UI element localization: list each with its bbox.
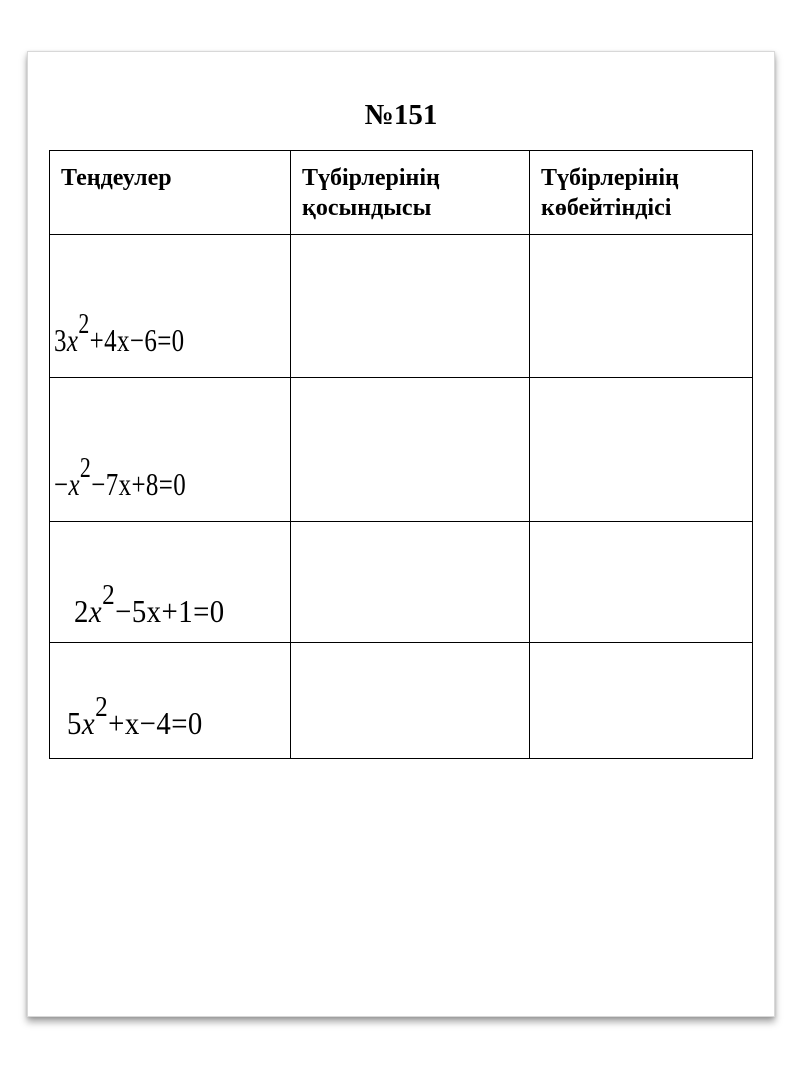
exercise-number: №151	[364, 99, 438, 131]
equation-rest: −5x+1=0	[115, 593, 225, 629]
table-row	[50, 643, 753, 759]
equation-exponent: 2	[95, 692, 109, 723]
equation-cell	[50, 235, 291, 378]
equation-rest: −7x+8=0	[91, 466, 187, 502]
equation-cell	[50, 522, 291, 643]
table-row	[50, 235, 753, 378]
header-roots-sum: Түбірлерінің қосындысы	[291, 151, 530, 235]
equation	[67, 692, 203, 742]
page-sheet	[27, 51, 775, 1017]
table-row	[50, 378, 753, 522]
roots-table	[49, 150, 753, 759]
equation-variable: x	[66, 322, 79, 358]
equation-coefficient: −	[54, 466, 69, 502]
equation-exponent: 2	[102, 580, 116, 611]
equation-cell	[50, 378, 291, 522]
header-roots-product: Түбірлерінің көбейтіндісі	[530, 151, 753, 235]
roots-product-cell[interactable]	[530, 235, 753, 378]
roots-sum-cell[interactable]	[291, 643, 530, 759]
header-equations: Теңдеулер	[50, 151, 291, 235]
equation	[54, 453, 186, 503]
roots-sum-cell[interactable]	[291, 235, 530, 378]
equation-rest: +4x−6=0	[89, 322, 185, 358]
equation-exponent: 2	[78, 309, 90, 340]
equation-exponent: 2	[79, 453, 92, 484]
roots-sum-cell[interactable]	[291, 522, 530, 643]
equation-variable: x	[81, 705, 96, 741]
equation-rest: +x−4=0	[108, 705, 203, 741]
equation-variable: x	[68, 466, 80, 502]
roots-product-cell[interactable]	[530, 643, 753, 759]
roots-sum-cell[interactable]	[291, 378, 530, 522]
table-header-row	[50, 151, 753, 235]
equation-variable: x	[88, 593, 103, 629]
roots-product-cell[interactable]	[530, 522, 753, 643]
equation	[74, 580, 225, 630]
equation	[54, 309, 185, 359]
equation-coefficient: 3	[54, 322, 67, 358]
equation-coefficient: 5	[67, 705, 82, 741]
table-row	[50, 522, 753, 643]
roots-product-cell[interactable]	[530, 378, 753, 522]
equation-coefficient: 2	[74, 593, 89, 629]
equation-cell	[50, 643, 291, 759]
